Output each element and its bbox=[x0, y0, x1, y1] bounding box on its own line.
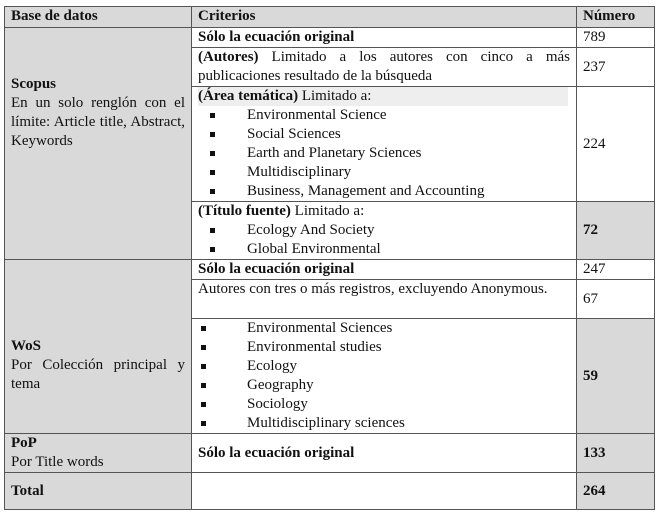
subject-area-list bbox=[198, 106, 570, 201]
source-title-list bbox=[198, 221, 570, 259]
database-cell-pop bbox=[5, 434, 192, 473]
criterion-cell: Sólo la ecuación original bbox=[192, 28, 577, 48]
database-name: PoP bbox=[11, 435, 37, 451]
list-item: Business, Management and Accounting bbox=[198, 182, 570, 201]
database-name: Scopus bbox=[11, 75, 57, 92]
total-row bbox=[5, 473, 655, 510]
list-item: Environmental Sciences bbox=[198, 319, 570, 338]
criterion-cell bbox=[192, 319, 577, 434]
list-item: Multidisciplinary bbox=[198, 163, 570, 182]
table-row bbox=[5, 260, 655, 280]
list-item: Environmental Science bbox=[198, 106, 570, 125]
list-item: Global Environmental bbox=[198, 240, 570, 259]
total-number-cell: 264 bbox=[577, 473, 655, 510]
database-cell-wos bbox=[5, 260, 192, 434]
criterion-heading bbox=[198, 87, 568, 106]
number-cell: 72 bbox=[577, 202, 655, 260]
criterion-text: Limitado a: bbox=[290, 203, 365, 219]
list-item: Ecology And Society bbox=[198, 221, 570, 240]
criterion-text: Limitado a: bbox=[298, 88, 372, 104]
database-name: WoS bbox=[11, 338, 42, 354]
table-header-row bbox=[5, 7, 655, 28]
criterion-cell: Sólo la ecuación original bbox=[192, 260, 577, 280]
criterion-label: (Título fuente) bbox=[198, 203, 291, 219]
total-criterion-cell bbox=[192, 473, 577, 510]
wos-category-list bbox=[198, 319, 570, 433]
total-label: Total bbox=[5, 473, 192, 510]
header-criteria: Criterios bbox=[192, 7, 577, 28]
database-cell-scopus bbox=[5, 28, 192, 260]
criterion-cell bbox=[192, 202, 577, 260]
list-item: Sociology bbox=[198, 395, 570, 414]
number-cell: 59 bbox=[577, 319, 655, 434]
database-description: Por Title words bbox=[11, 454, 104, 470]
criterion-text: Limitado a los autores con cinco a más publicaciones resultado de la búsqueda bbox=[198, 49, 570, 84]
criterion-label: (Autores) bbox=[198, 49, 259, 65]
list-item: Environmental studies bbox=[198, 338, 570, 357]
criterion-cell: Sólo la ecuación original bbox=[192, 434, 577, 473]
results-table bbox=[4, 6, 655, 510]
table-row bbox=[5, 28, 655, 48]
criterion-cell bbox=[192, 87, 577, 202]
criterion-cell bbox=[192, 48, 577, 87]
number-cell: 237 bbox=[577, 48, 655, 87]
list-item: Ecology bbox=[198, 357, 570, 376]
list-item: Multidisciplinary sciences bbox=[198, 414, 570, 433]
list-item: Social Sciences bbox=[198, 125, 570, 144]
criterion-label: (Área temática) bbox=[198, 88, 299, 104]
number-cell: 133 bbox=[577, 434, 655, 473]
database-description: Por Colección principal y tema bbox=[11, 357, 185, 392]
number-cell: 247 bbox=[577, 260, 655, 280]
criterion-heading bbox=[198, 202, 570, 221]
header-database: Base de datos bbox=[5, 7, 192, 28]
list-item: Geography bbox=[198, 376, 570, 395]
criterion-cell: Autores con tres o más registros, excluyendo Anonymous. bbox=[192, 280, 577, 319]
database-description: En un solo renglón con el límite: Article title, Abstract, Keywords bbox=[11, 94, 185, 149]
number-cell: 789 bbox=[577, 28, 655, 48]
list-item: Earth and Planetary Sciences bbox=[198, 144, 570, 163]
table-row bbox=[5, 434, 655, 473]
number-cell: 224 bbox=[577, 87, 655, 202]
header-number: Número bbox=[577, 7, 655, 28]
number-cell: 67 bbox=[577, 280, 655, 319]
